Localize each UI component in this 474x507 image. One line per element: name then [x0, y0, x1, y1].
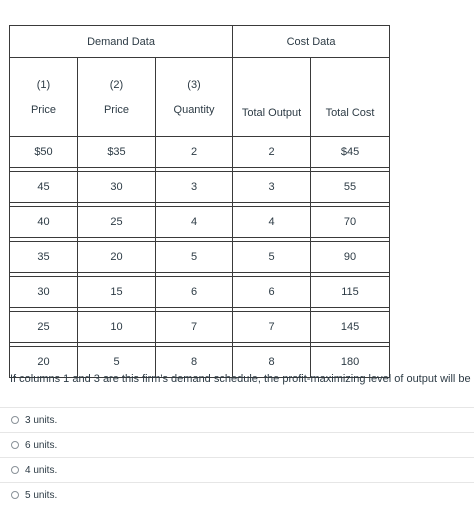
answer-option[interactable]	[0, 482, 474, 507]
table-cell: $35	[78, 137, 156, 168]
radio-button[interactable]	[11, 416, 19, 424]
demand-data-header: Demand Data	[10, 26, 233, 58]
table-cell: 45	[10, 172, 78, 203]
table-cell: 25	[78, 207, 156, 238]
table-cell: 3	[156, 172, 233, 203]
radio-button[interactable]	[11, 466, 19, 474]
table-cell: 10	[78, 312, 156, 343]
table-cell: 2	[156, 137, 233, 168]
table-cell: 70	[311, 207, 390, 238]
radio-button[interactable]	[11, 441, 19, 449]
table-cell: 3	[233, 172, 311, 203]
table-cell: $50	[10, 137, 78, 168]
column-header-row	[10, 58, 390, 137]
table-cell: 5	[78, 347, 156, 378]
table-cell: 20	[10, 347, 78, 378]
table-row	[10, 242, 390, 273]
column-number: (3)	[187, 78, 201, 91]
column-label: Total Cost	[325, 107, 375, 119]
table-cell: 5	[156, 242, 233, 273]
table-cell: 6	[233, 277, 311, 308]
answer-option-label: 4 units.	[25, 464, 58, 476]
column-label: Price	[30, 103, 57, 116]
question-text: If columns 1 and 3 are this firm's demand schedule, the profit-maximizing level of output will be	[10, 373, 471, 385]
column-header-3	[156, 58, 233, 137]
table-cell: 5	[233, 242, 311, 273]
table-cell: 6	[156, 277, 233, 308]
table-row	[10, 137, 390, 168]
table-cell: $45	[311, 137, 390, 168]
group-header-row	[10, 26, 390, 58]
column-number: (2)	[109, 78, 124, 91]
column-label: Price	[103, 103, 130, 116]
table-cell: 2	[233, 137, 311, 168]
table-cell: 90	[311, 242, 390, 273]
table-cell: 4	[233, 207, 311, 238]
answer-option-label: 6 units.	[25, 439, 58, 451]
answer-option[interactable]	[0, 457, 474, 482]
answer-options	[0, 407, 474, 507]
table-cell: 20	[78, 242, 156, 273]
table-body	[10, 137, 390, 378]
cost-data-header: Cost Data	[233, 26, 390, 58]
column-header-total-output	[233, 58, 311, 137]
table-cell: 40	[10, 207, 78, 238]
answer-option-label: 5 units.	[25, 489, 58, 501]
table-cell: 35	[10, 242, 78, 273]
column-header-1	[10, 58, 78, 137]
table-cell: 8	[233, 347, 311, 378]
table-cell: 30	[10, 277, 78, 308]
answer-option[interactable]	[0, 432, 474, 457]
table-row	[10, 172, 390, 203]
radio-button[interactable]	[11, 491, 19, 499]
table-cell: 30	[78, 172, 156, 203]
demand-cost-table	[9, 25, 390, 378]
table-cell: 55	[311, 172, 390, 203]
table-row	[10, 277, 390, 308]
column-label: Total Output	[241, 107, 302, 119]
answer-option-label: 3 units.	[25, 414, 58, 426]
table-cell: 180	[311, 347, 390, 378]
column-header-2	[78, 58, 156, 137]
table-cell: 145	[311, 312, 390, 343]
table-row	[10, 207, 390, 238]
answer-option[interactable]	[0, 407, 474, 432]
table-row	[10, 312, 390, 343]
table-cell: 4	[156, 207, 233, 238]
table-cell: 8	[156, 347, 233, 378]
table-cell: 15	[78, 277, 156, 308]
column-label: Quantity	[173, 103, 215, 116]
table-cell: 7	[156, 312, 233, 343]
column-header-total-cost	[311, 58, 390, 137]
table-cell: 7	[233, 312, 311, 343]
column-number: (1)	[36, 78, 51, 91]
table-cell: 25	[10, 312, 78, 343]
table-cell: 115	[311, 277, 390, 308]
